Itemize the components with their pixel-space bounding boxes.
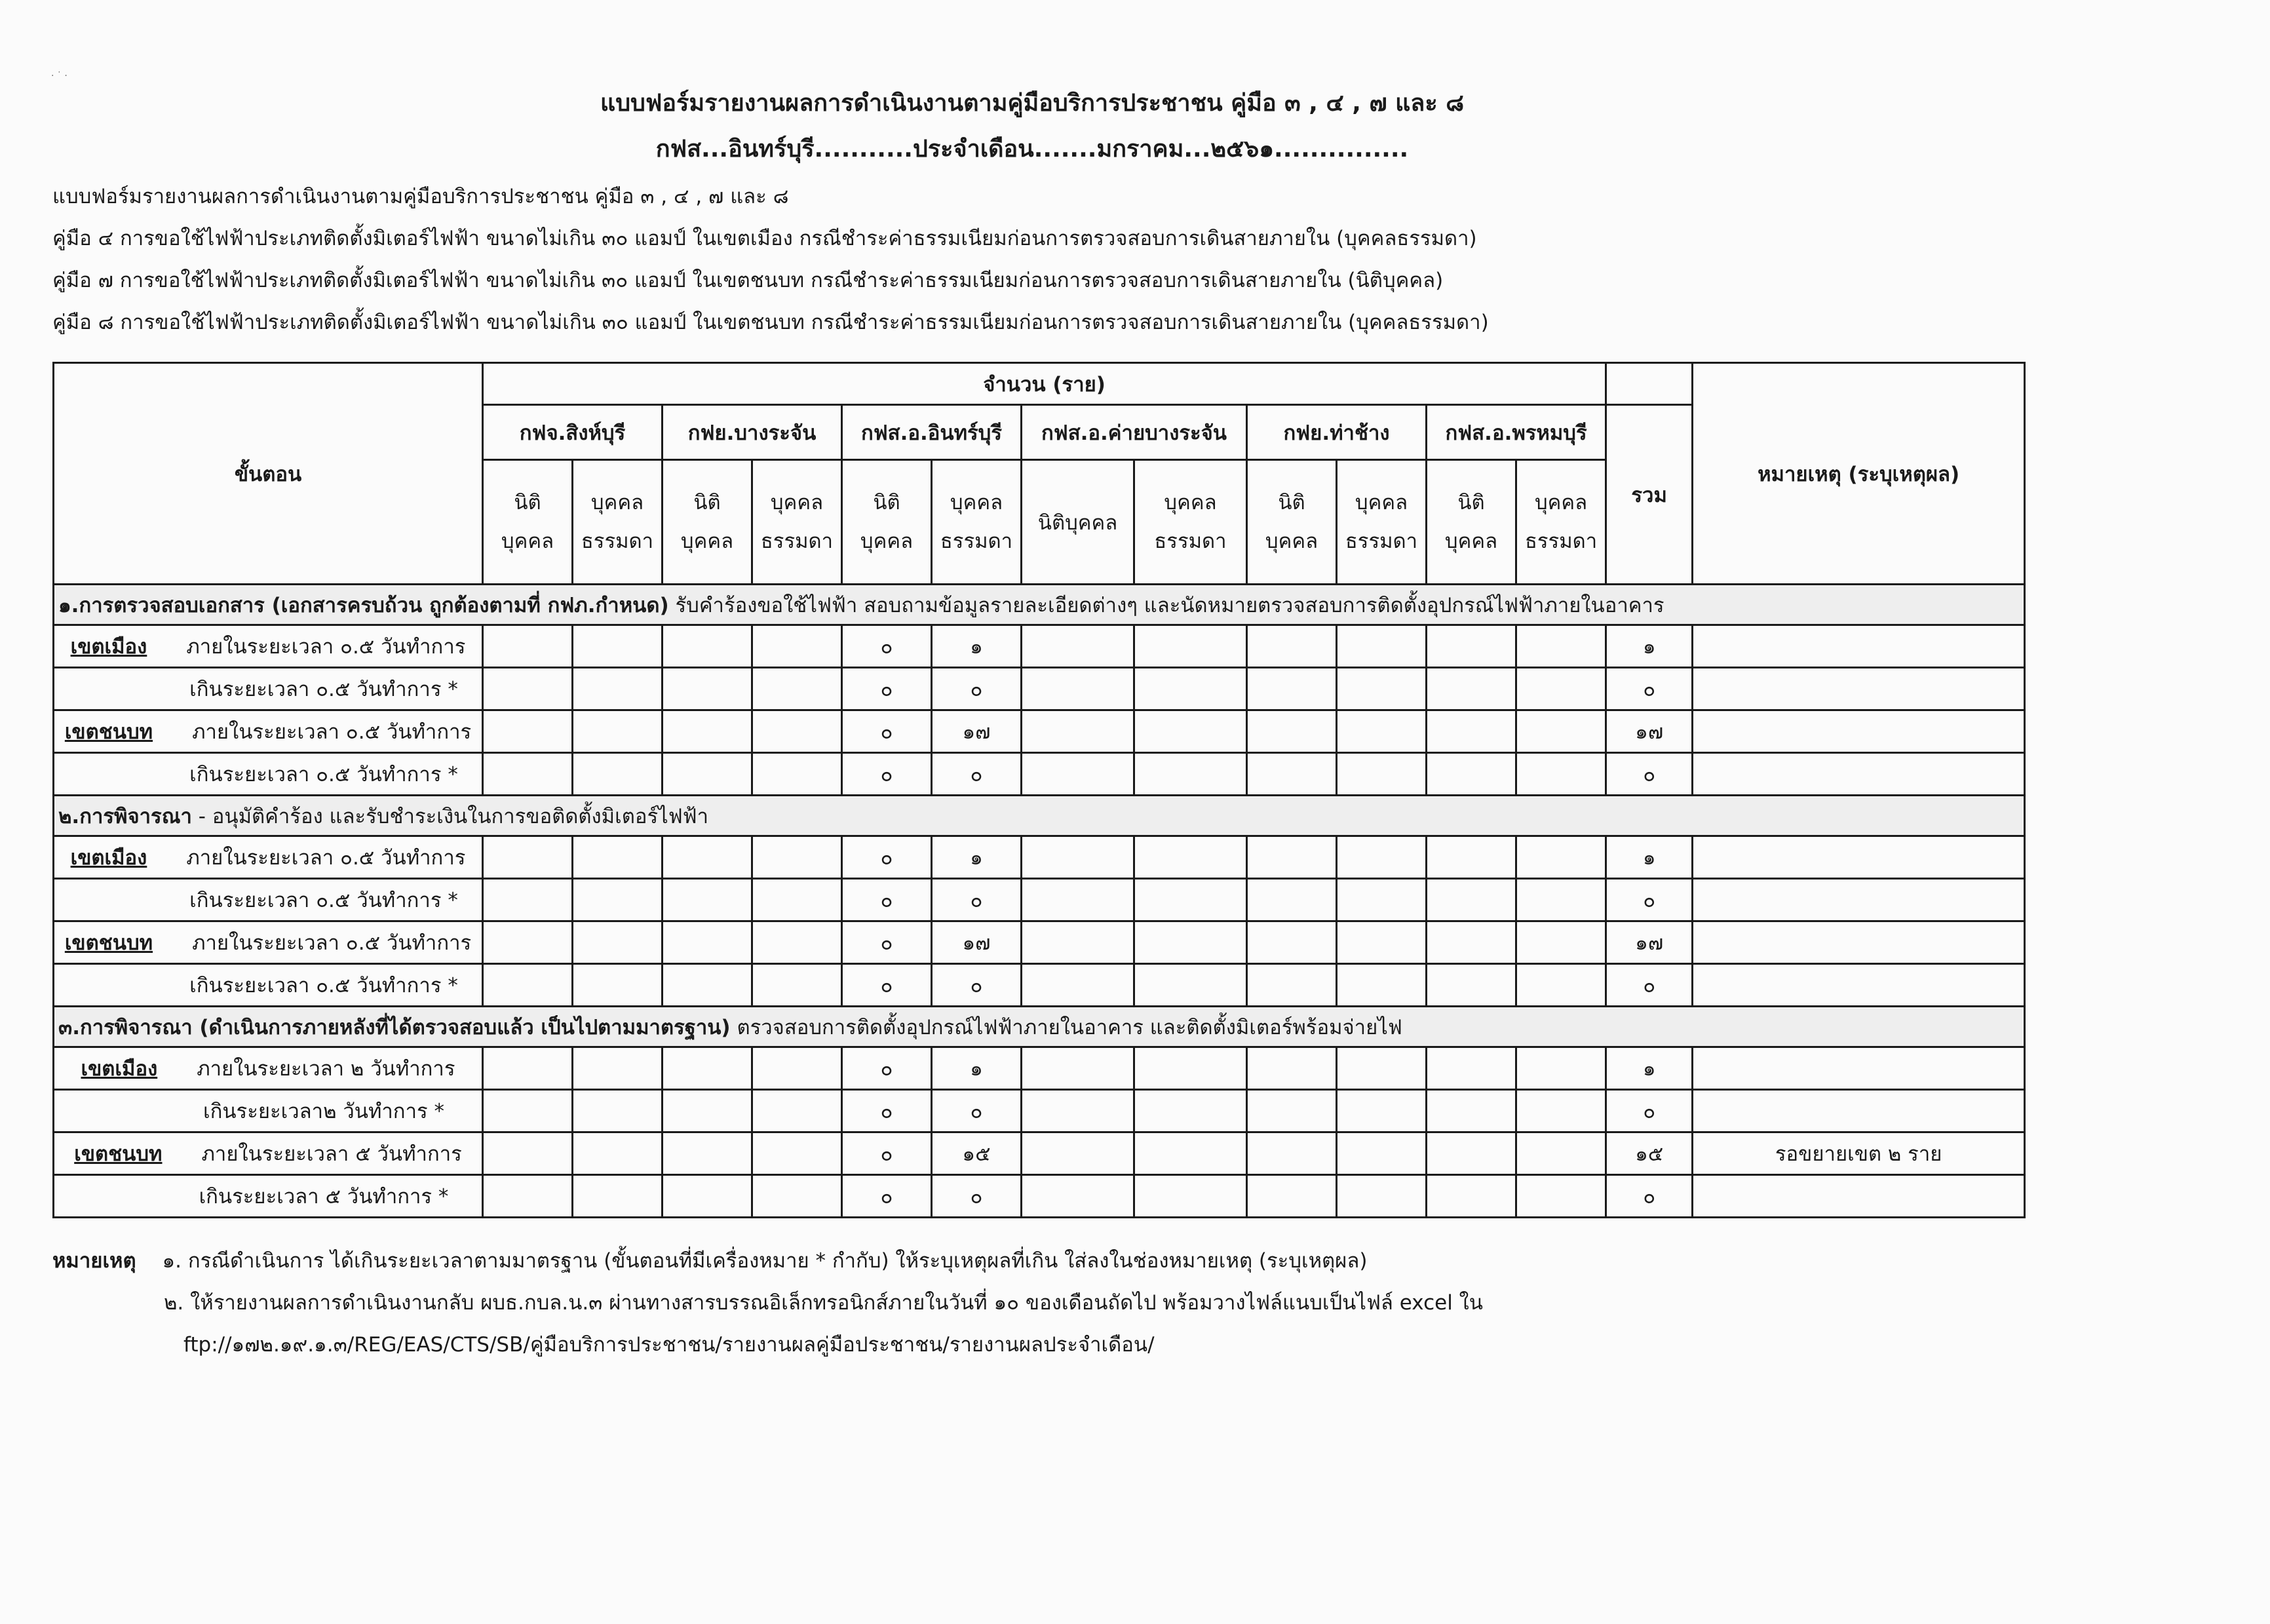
section-row	[54, 585, 2025, 625]
count-cell	[1516, 1047, 1606, 1090]
count-cell	[573, 921, 663, 964]
total-cell: ๑๗	[1606, 921, 1693, 964]
table-row	[54, 1047, 2025, 1090]
count-cell	[1427, 836, 1516, 879]
count-cell	[1337, 836, 1427, 879]
count-cell	[1337, 879, 1427, 921]
count-cell	[573, 710, 663, 753]
count-cell	[1427, 625, 1516, 668]
count-cell	[483, 1047, 573, 1090]
report-table	[52, 362, 2026, 1218]
timeframe-label: เกินระยะเวลา ๐.๕ วันทำการ *	[189, 763, 458, 786]
count-cell	[1022, 625, 1134, 668]
scan-specks: · ˙ ·	[51, 71, 67, 81]
count-cell	[663, 753, 752, 796]
step-label-cell	[54, 1047, 483, 1090]
note-1	[52, 1244, 1367, 1277]
step-header: ขั้นตอน	[54, 363, 483, 585]
section-title-rest: ตรวจสอบการติดตั้งอุปกรณ์ไฟฟ้าภายในอาคาร และติดตั้งมิเตอร์พร้อมจ่ายไฟ	[737, 1015, 1402, 1039]
count-cell: ๐	[932, 753, 1022, 796]
office-header: กฟจ.สิงห์บุรี	[483, 405, 663, 460]
type-header-individual: บุคคล ธรรมดา	[1516, 460, 1606, 585]
count-cell	[752, 1047, 842, 1090]
total-cell: ๐	[1606, 1175, 1693, 1218]
total-cell: ๑๗	[1606, 710, 1693, 753]
table-row	[54, 625, 2025, 668]
count-cell	[1022, 1132, 1134, 1175]
count-cell	[573, 753, 663, 796]
remark-cell	[1693, 921, 2025, 964]
office-header: กฟส.อ.อินทร์บุรี	[842, 405, 1022, 460]
total-cell: ๐	[1606, 964, 1693, 1007]
step-label-cell	[54, 1132, 483, 1175]
office-header: กฟส.อ.พรหมบุรี	[1427, 405, 1606, 460]
count-cell	[663, 1090, 752, 1132]
count-cell	[752, 1175, 842, 1218]
section-row	[54, 1007, 2025, 1047]
type-header-juristic: นิติ บุคคล	[1247, 460, 1337, 585]
count-cell	[1134, 753, 1247, 796]
remark-cell	[1693, 710, 2025, 753]
count-cell	[1134, 710, 1247, 753]
count-cell	[1427, 879, 1516, 921]
count-cell	[663, 964, 752, 1007]
count-cell	[1427, 1175, 1516, 1218]
count-cell	[1022, 710, 1134, 753]
intro-line: คู่มือ ๗ การขอใช้ไฟฟ้าประเภทติดตั้งมิเตอร์ไฟฟ้า ขนาดไม่เกิน ๓๐ แอมป์ ในเขตชนบท กรณีชำระค่าธรรมเนียมก่อนการตรวจสอบการเดินสายภายใน (นิติบุคคล)	[52, 269, 1444, 292]
count-cell: ๐	[932, 1175, 1022, 1218]
table-row	[54, 879, 2025, 921]
section-title	[54, 796, 2025, 836]
count-cell	[752, 1090, 842, 1132]
count-cell	[1337, 1047, 1427, 1090]
count-cell	[483, 1175, 573, 1218]
count-cell	[752, 879, 842, 921]
count-cell	[1022, 921, 1134, 964]
count-cell	[1337, 1090, 1427, 1132]
count-cell	[1247, 710, 1337, 753]
note-1-text: ๑. กรณีดำเนินการ ได้เกินระยะเวลาตามมาตรฐาน (ขั้นตอนที่มีเครื่องหมาย * กำกับ) ให้ระบุเหตุผลที่เกิน ใส่ลงในช่องหมายเหตุ (ระบุเหตุผล)	[162, 1249, 1368, 1273]
count-cell: ๐	[842, 710, 932, 753]
type-header-juristic: นิติบุคคล	[1022, 460, 1134, 585]
type-header-individual: บุคคล ธรรมดา	[932, 460, 1022, 585]
note-2: ๒. ให้รายงานผลการดำเนินงานกลับ ผบธ.กบล.น.๓ ผ่านทางสารบรรณอิเล็กทรอนิกส์ภายในวันที่ ๑๐ ของเดือนถัดไป พร้อมวางไฟล์แนบเป็นไฟล์ excel ใน	[164, 1291, 1483, 1315]
count-cell	[663, 921, 752, 964]
count-cell	[1427, 1047, 1516, 1090]
count-cell	[1022, 836, 1134, 879]
count-cell: ๑๕	[932, 1132, 1022, 1175]
step-label-cell	[54, 836, 483, 879]
count-cell: ๐	[842, 668, 932, 710]
count-cell	[752, 964, 842, 1007]
count-cell	[1134, 836, 1247, 879]
count-cell	[573, 836, 663, 879]
timeframe-label: ภายในระยะเวลา ๐.๕ วันทำการ	[186, 846, 466, 870]
zone-label: เขตชนบท	[64, 720, 153, 744]
count-cell	[1247, 668, 1337, 710]
count-cell	[1427, 964, 1516, 1007]
remark-cell	[1693, 836, 2025, 879]
count-cell	[1516, 1132, 1606, 1175]
count-cell: ๐	[842, 964, 932, 1007]
zone-label: เขตชนบท	[64, 931, 153, 955]
type-header-juristic: นิติ บุคคล	[483, 460, 573, 585]
count-cell	[1247, 1132, 1337, 1175]
step-label-cell	[54, 753, 483, 796]
section-title	[54, 1007, 2025, 1047]
count-cell	[1247, 964, 1337, 1007]
count-cell	[1134, 668, 1247, 710]
zone-label: เขตเมือง	[81, 1057, 158, 1081]
count-cell	[1022, 1047, 1134, 1090]
count-cell: ๐	[842, 625, 932, 668]
step-label-cell	[54, 1175, 483, 1218]
count-cell	[1516, 1090, 1606, 1132]
count-cell	[1427, 1090, 1516, 1132]
total-cell: ๑	[1606, 1047, 1693, 1090]
remark-cell	[1693, 753, 2025, 796]
table-row	[54, 1132, 2025, 1175]
remark-cell	[1693, 1047, 2025, 1090]
count-cell	[1247, 836, 1337, 879]
count-cell: ๐	[932, 964, 1022, 1007]
count-cell	[752, 710, 842, 753]
total-cell: ๐	[1606, 1090, 1693, 1132]
section-title-bold: ๒.การพิจารณา	[58, 804, 192, 828]
count-cell	[1022, 1090, 1134, 1132]
timeframe-label: เกินระยะเวลา ๐.๕ วันทำการ *	[189, 889, 458, 912]
count-cell	[1134, 921, 1247, 964]
count-cell	[1337, 964, 1427, 1007]
count-cell	[573, 964, 663, 1007]
step-label-cell	[54, 1090, 483, 1132]
count-cell: ๐	[932, 1090, 1022, 1132]
step-label-cell	[54, 710, 483, 753]
count-cell: ๐	[842, 921, 932, 964]
type-header-individual: บุคคล ธรรมดา	[573, 460, 663, 585]
count-cell	[1134, 1132, 1247, 1175]
count-cell	[752, 625, 842, 668]
count-cell	[1516, 668, 1606, 710]
step-label-cell	[54, 668, 483, 710]
count-cell	[1247, 879, 1337, 921]
count-cell	[663, 836, 752, 879]
count-cell: ๐	[842, 753, 932, 796]
step-label-cell	[54, 879, 483, 921]
timeframe-label: ภายในระยะเวลา ๐.๕ วันทำการ	[192, 931, 472, 955]
note-3-ftp-path: ftp://๑๗๒.๑๙.๑.๓/REG/EAS/CTS/SB/คู่มือบริการประชาชน/รายงานผลคู่มือประชาชน/รายงานผลประจำเดือน/	[183, 1333, 1155, 1357]
timeframe-label: ภายในระยะเวลา ๐.๕ วันทำการ	[186, 635, 466, 659]
count-cell	[1247, 1175, 1337, 1218]
type-header-juristic: นิติ บุคคล	[663, 460, 752, 585]
step-label-cell	[54, 964, 483, 1007]
count-cell	[483, 836, 573, 879]
count-cell	[663, 1047, 752, 1090]
count-cell	[1134, 879, 1247, 921]
total-cell: ๑	[1606, 625, 1693, 668]
report-subtitle: กฟส...อินทร์บุรี...........ประจำเดือน.......มกราคม...๒๕๖๑...............	[655, 136, 1409, 163]
office-header: กฟย.บางระจัน	[663, 405, 842, 460]
timeframe-label: ภายในระยะเวลา ๒ วันทำการ	[197, 1057, 455, 1081]
count-cell	[1247, 625, 1337, 668]
count-cell	[1427, 921, 1516, 964]
intro-line: คู่มือ ๘ การขอใช้ไฟฟ้าประเภทติดตั้งมิเตอร์ไฟฟ้า ขนาดไม่เกิน ๓๐ แอมป์ ในเขตชนบท กรณีชำระค่าธรรมเนียมก่อนการตรวจสอบการเดินสายภายใน (บุคคลธรรมดา)	[52, 311, 1489, 334]
table-row	[54, 710, 2025, 753]
remark-cell	[1693, 668, 2025, 710]
remark-cell: รอขยายเขต ๒ ราย	[1693, 1132, 2025, 1175]
count-cell	[752, 1132, 842, 1175]
table-row	[54, 921, 2025, 964]
count-cell	[1134, 1090, 1247, 1132]
count-cell	[573, 1090, 663, 1132]
table-row	[54, 964, 2025, 1007]
table-row	[54, 1090, 2025, 1132]
count-cell	[1427, 668, 1516, 710]
count-cell	[1516, 879, 1606, 921]
count-cell	[483, 625, 573, 668]
timeframe-label: เกินระยะเวลา ๐.๕ วันทำการ *	[189, 678, 458, 701]
count-cell	[1516, 836, 1606, 879]
count-cell	[573, 1175, 663, 1218]
count-cell	[1022, 1175, 1134, 1218]
count-cell	[1022, 964, 1134, 1007]
total-header: รวม	[1606, 405, 1693, 585]
type-header-individual: บุคคล ธรรมดา	[1337, 460, 1427, 585]
count-cell	[483, 668, 573, 710]
count-cell	[1022, 879, 1134, 921]
section-title	[54, 585, 2025, 625]
timeframe-label: เกินระยะเวลา๒ วันทำการ *	[203, 1100, 444, 1123]
blank-header-cell	[1606, 363, 1693, 405]
section-row	[54, 796, 2025, 836]
timeframe-label: ภายในระยะเวลา ๕ วันทำการ	[201, 1142, 462, 1166]
timeframe-label: เกินระยะเวลา ๐.๕ วันทำการ *	[189, 974, 458, 997]
intro-line: แบบฟอร์มรายงานผลการดำเนินงานตามคู่มือบริการประชาชน คู่มือ ๓ , ๔ , ๗ และ ๘	[52, 185, 789, 208]
count-cell	[1427, 710, 1516, 753]
count-cell	[752, 753, 842, 796]
count-cell	[573, 879, 663, 921]
count-cell	[573, 1132, 663, 1175]
count-cell	[1337, 668, 1427, 710]
count-cell: ๐	[932, 879, 1022, 921]
total-cell: ๑	[1606, 836, 1693, 879]
section-title-bold: ๓.การพิจารณา (ดำเนินการภายหลังที่ได้ตรวจสอบแล้ว เป็นไปตามมาตรฐาน)	[58, 1015, 731, 1039]
count-cell	[483, 964, 573, 1007]
remark-cell	[1693, 1175, 2025, 1218]
remark-cell	[1693, 879, 2025, 921]
count-cell: ๐	[842, 836, 932, 879]
count-cell	[483, 753, 573, 796]
count-cell: ๐	[842, 1175, 932, 1218]
total-cell: ๑๕	[1606, 1132, 1693, 1175]
count-cell	[1134, 1047, 1247, 1090]
count-cell	[1516, 921, 1606, 964]
count-cell	[1516, 1175, 1606, 1218]
type-header-individual: บุคคล ธรรมดา	[752, 460, 842, 585]
count-cell	[1134, 1175, 1247, 1218]
count-cell	[1427, 1132, 1516, 1175]
count-cell	[573, 1047, 663, 1090]
count-cell: ๑	[932, 1047, 1022, 1090]
count-cell	[483, 1090, 573, 1132]
count-cell	[1516, 753, 1606, 796]
count-cell: ๐	[842, 1132, 932, 1175]
count-cell	[1337, 921, 1427, 964]
count-cell	[1134, 964, 1247, 1007]
step-label-cell	[54, 921, 483, 964]
remark-cell	[1693, 964, 2025, 1007]
count-cell	[483, 710, 573, 753]
count-cell: ๑	[932, 836, 1022, 879]
total-cell: ๐	[1606, 753, 1693, 796]
count-cell	[663, 710, 752, 753]
count-cell	[1337, 625, 1427, 668]
zone-label: เขตเมือง	[70, 846, 147, 870]
count-header: จำนวน (ราย)	[483, 363, 1606, 405]
count-cell	[1247, 1047, 1337, 1090]
table-row	[54, 753, 2025, 796]
office-header: กฟย.ท่าช้าง	[1247, 405, 1427, 460]
report-title: แบบฟอร์มรายงานผลการดำเนินงานตามคู่มือบริการประชาชน คู่มือ ๓ , ๔ , ๗ และ ๘	[600, 90, 1464, 117]
count-cell	[663, 625, 752, 668]
type-header-individual: บุคคล ธรรมดา	[1134, 460, 1247, 585]
count-cell: ๐	[842, 879, 932, 921]
remark-cell	[1693, 625, 2025, 668]
count-cell	[1247, 921, 1337, 964]
count-cell: ๑๗	[932, 921, 1022, 964]
count-cell	[1337, 1175, 1427, 1218]
count-cell	[663, 1175, 752, 1218]
table-row	[54, 1175, 2025, 1218]
count-cell	[1516, 625, 1606, 668]
count-cell	[1247, 753, 1337, 796]
count-cell: ๑	[932, 625, 1022, 668]
count-cell: ๐	[842, 1090, 932, 1132]
count-cell	[573, 668, 663, 710]
remark-cell	[1693, 1090, 2025, 1132]
count-cell: ๐	[842, 1047, 932, 1090]
table-row	[54, 668, 2025, 710]
table-row	[54, 836, 2025, 879]
timeframe-label: ภายในระยะเวลา ๐.๕ วันทำการ	[192, 720, 472, 744]
remark-header: หมายเหตุ (ระบุเหตุผล)	[1693, 363, 2025, 585]
count-cell	[1134, 625, 1247, 668]
count-cell: ๑๗	[932, 710, 1022, 753]
step-label-cell	[54, 625, 483, 668]
count-cell	[1022, 668, 1134, 710]
type-header-juristic: นิติ บุคคล	[1427, 460, 1516, 585]
count-cell	[1516, 964, 1606, 1007]
intro-line: คู่มือ ๔ การขอใช้ไฟฟ้าประเภทติดตั้งมิเตอร์ไฟฟ้า ขนาดไม่เกิน ๓๐ แอมป์ ในเขตเมือง กรณีชำระค่าธรรมเนียมก่อนการตรวจสอบการเดินสายภายใน (บุคคลธรรมดา)	[52, 227, 1477, 250]
section-title-rest: - อนุมัติคำร้อง และรับชำระเงินในการขอติดตั้งมิเตอร์ไฟฟ้า	[198, 804, 709, 828]
timeframe-label: เกินระยะเวลา ๕ วันทำการ *	[199, 1185, 449, 1208]
total-cell: ๐	[1606, 879, 1693, 921]
count-cell	[1516, 710, 1606, 753]
count-cell	[483, 879, 573, 921]
office-header: กฟส.อ.ค่ายบางระจัน	[1022, 405, 1247, 460]
count-cell	[663, 668, 752, 710]
count-cell	[1427, 753, 1516, 796]
zone-label: เขตชนบท	[74, 1142, 163, 1166]
count-cell	[573, 625, 663, 668]
count-cell	[483, 921, 573, 964]
section-title-rest: รับคำร้องขอใช้ไฟฟ้า สอบถามข้อมูลรายละเอียดต่างๆ และนัดหมายตรวจสอบการติดตั้งอุปกรณ์ไฟฟ้าภายในอาคาร	[675, 593, 1664, 617]
count-cell	[1337, 710, 1427, 753]
count-cell	[1022, 753, 1134, 796]
count-cell	[1337, 753, 1427, 796]
count-cell: ๐	[932, 668, 1022, 710]
count-cell	[752, 668, 842, 710]
section-title-bold: ๑.การตรวจสอบเอกสาร (เอกสารครบถ้วน ถูกต้องตามที่ กฟภ.กำหนด)	[58, 593, 669, 617]
count-cell	[663, 1132, 752, 1175]
count-cell	[752, 921, 842, 964]
count-cell	[483, 1132, 573, 1175]
notes-label: หมายเหตุ	[52, 1249, 136, 1273]
zone-label: เขตเมือง	[70, 635, 147, 659]
type-header-juristic: นิติ บุคคล	[842, 460, 932, 585]
count-cell	[752, 836, 842, 879]
count-cell	[1337, 1132, 1427, 1175]
total-cell: ๐	[1606, 668, 1693, 710]
count-cell	[663, 879, 752, 921]
count-cell	[1247, 1090, 1337, 1132]
